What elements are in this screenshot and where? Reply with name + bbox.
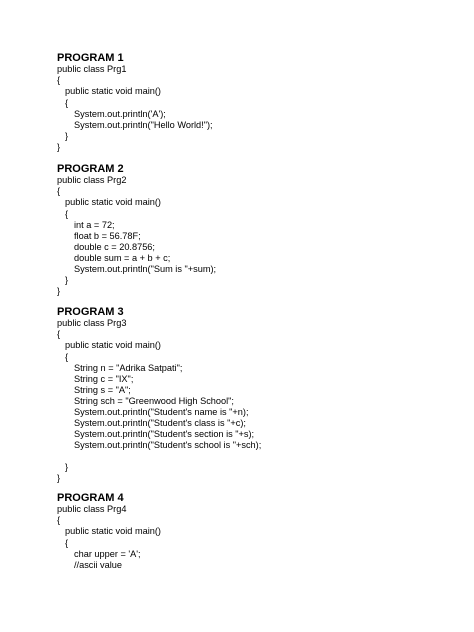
- program-4-block: [57, 493, 457, 571]
- code-line: {: [65, 537, 69, 548]
- code-line: {: [65, 97, 69, 108]
- code-line: String c = "IX";: [74, 373, 134, 384]
- code-line: String s = "A";: [74, 384, 131, 395]
- code-line: }: [65, 462, 69, 472]
- code-line: char upper = 'A';: [74, 548, 141, 559]
- code-line: double c = 20.8756;: [74, 241, 155, 252]
- code-line: public static void main(): [65, 526, 161, 537]
- code-line: }: [57, 285, 61, 296]
- code-line: public static void main(): [65, 340, 161, 351]
- code-line: {: [57, 75, 61, 86]
- code-line: public class Prg3: [57, 318, 127, 329]
- code-line: [57, 451, 457, 462]
- code-line: double sum = a + b + c;: [74, 252, 171, 263]
- code-line: System.out.println("Student's school is "+sch);: [74, 439, 262, 450]
- code-line: {: [57, 329, 61, 340]
- code-line: {: [65, 208, 69, 219]
- code-line: public class Prg1: [57, 64, 127, 75]
- code-line: public class Prg4: [57, 504, 127, 515]
- code-line: public static void main(): [65, 86, 161, 97]
- code-line: }: [65, 274, 69, 285]
- code-line: //ascii value: [74, 559, 123, 570]
- program-title: PROGRAM 3: [57, 306, 124, 318]
- code-line: {: [57, 186, 61, 197]
- code-line: System.out.println("Student's section is "+s);: [74, 428, 255, 439]
- program-1-block: [57, 53, 457, 153]
- code-line: System.out.println("Sum is "+sum);: [74, 263, 217, 274]
- code-line: System.out.println("Student's class is "+c);: [74, 417, 246, 428]
- program-2-block: [57, 164, 457, 297]
- program-title: PROGRAM 4: [57, 492, 124, 504]
- program-title: PROGRAM 1: [57, 52, 124, 64]
- code-line: System.out.println('A');: [74, 108, 166, 119]
- program-3-block: [57, 307, 457, 484]
- code-line: }: [57, 141, 61, 152]
- code-line: public static void main(): [65, 197, 161, 208]
- code-line: System.out.println("Student's name is "+n);: [74, 406, 249, 417]
- code-line: float b = 56.78F;: [74, 230, 141, 241]
- code-line: }: [57, 473, 61, 484]
- code-line: {: [57, 515, 61, 526]
- code-line: }: [65, 130, 69, 141]
- code-line: String n = "Adrika Satpati";: [74, 362, 183, 373]
- code-line: {: [65, 351, 69, 362]
- code-line: String sch = "Greenwood High School";: [74, 395, 234, 406]
- code-line: public class Prg2: [57, 175, 127, 186]
- code-line: int a = 72;: [74, 219, 115, 230]
- code-line: System.out.println("Hello World!");: [74, 119, 213, 130]
- program-title: PROGRAM 2: [57, 163, 124, 175]
